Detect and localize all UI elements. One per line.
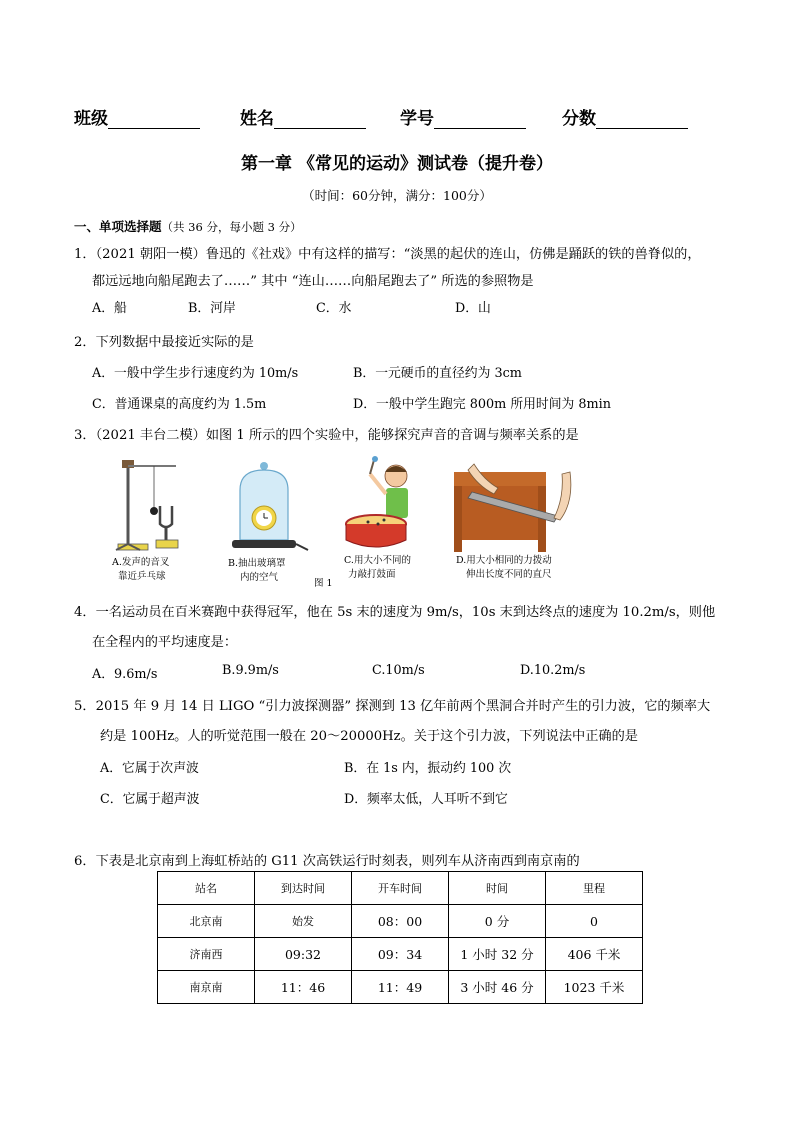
ruler-figure xyxy=(454,462,580,552)
fig-d-caption-line1: D.用大小相同的力拨动 xyxy=(456,555,552,566)
tuning-fork-figure xyxy=(106,454,190,554)
cell-departure: 09：34 xyxy=(352,938,449,971)
cell-station: 南京南 xyxy=(158,971,255,1004)
cell-departure: 08：00 xyxy=(352,905,449,938)
fig-c-caption-line1: C.用大小不同的 xyxy=(344,555,411,566)
page-subtitle: （时间：60分钟，满分：100分） xyxy=(302,188,492,203)
name-blank[interactable] xyxy=(274,112,366,129)
section-heading xyxy=(74,217,302,235)
fig-b-caption-line2: 内的空气 xyxy=(240,572,279,583)
q2-option-d[interactable]: D．一般中学生跑完 800m 所用时间为 8min xyxy=(353,397,611,412)
q4-line1: 4．一名运动员在百米赛跑中获得冠军，他在 5s 末的速度为 9m/s，10s 末到达终点的速度为 10.2m/s，则他 xyxy=(74,605,716,620)
class-field xyxy=(74,104,200,129)
q6-line1: 6．下表是北京南到上海虹桥站的 G11 次高铁运行时刻表，则列车从济南西到南京南的 xyxy=(74,854,580,869)
q1-line1: 1．（2021 朝阳一模）鲁迅的《社戏》中有这样的描写：“淡黑的起伏的连山，仿佛是踊跃的铁的兽脊似的， xyxy=(74,247,701,262)
fig-b-caption-line1: B.抽出玻璃罩 xyxy=(228,558,286,569)
fig-c-caption xyxy=(344,554,411,582)
name-field xyxy=(240,104,366,129)
drum-figure xyxy=(340,454,422,554)
fig-b-caption xyxy=(228,557,286,585)
cell-distance: 0 xyxy=(546,905,643,938)
q5-option-b[interactable]: B．在 1s 内，振动约 100 次 xyxy=(344,761,512,776)
cell-duration: 3 小时 46 分 xyxy=(449,971,546,1004)
cell-departure: 11：49 xyxy=(352,971,449,1004)
q1-option-a[interactable]: A．船 xyxy=(92,301,127,316)
section-note: （共 36 分，每小题 3 分） xyxy=(161,220,302,234)
figure-label: 图 1 xyxy=(314,578,333,589)
cell-arrival: 09:32 xyxy=(255,938,352,971)
table-row xyxy=(158,905,643,938)
table-row xyxy=(158,971,643,1004)
cell-arrival: 11：46 xyxy=(255,971,352,1004)
score-blank[interactable] xyxy=(596,112,688,129)
fig-d-caption xyxy=(456,554,552,582)
fig-c-caption-line2: 力敲打鼓面 xyxy=(348,569,396,580)
q5-option-d[interactable]: D．频率太低，人耳听不到它 xyxy=(344,792,508,807)
q4-line2: 在全程内的平均速度是： xyxy=(92,635,238,650)
section-title: 一、单项选择题 xyxy=(74,219,162,234)
fig-a-caption xyxy=(112,556,169,584)
q5-option-a[interactable]: A．它属于次声波 xyxy=(100,761,199,776)
q5-line1: 5．2015 年 9 月 14 日 LIGO “引力波探测器” 探测到 13 亿年前两个黑洞合并时产生的引力波，它的频率大 xyxy=(74,699,711,714)
header-distance: 里程 xyxy=(546,872,643,905)
q4-option-d[interactable]: D.10.2m/s xyxy=(520,663,586,678)
table-row xyxy=(158,938,643,971)
class-blank[interactable] xyxy=(108,112,200,129)
cell-distance: 1023 千米 xyxy=(546,971,643,1004)
score-label: 分数 xyxy=(562,109,596,129)
q3-line1: 3．（2021 丰台二模）如图 1 所示的四个实验中，能够探究声音的音调与频率关系的是 xyxy=(74,428,579,443)
score-field xyxy=(562,104,688,129)
timetable xyxy=(157,871,643,1004)
name-label: 姓名 xyxy=(240,109,274,129)
id-field xyxy=(400,104,526,129)
header-departure: 开车时间 xyxy=(352,872,449,905)
q1-option-d[interactable]: D．山 xyxy=(455,301,491,316)
fig-a-caption-line2: 靠近乒乓球 xyxy=(118,571,166,582)
fig-d-caption-line2: 伸出长度不同的直尺 xyxy=(466,569,552,580)
q4-option-c[interactable]: C.10m/s xyxy=(372,663,425,678)
q2-option-b[interactable]: B．一元硬币的直径约为 3cm xyxy=(353,366,522,381)
bell-jar-figure xyxy=(218,460,310,556)
timetable-header-row xyxy=(158,872,643,905)
q1-line2: 都远远地向船尾跑去了……” 其中 “连山……向船尾跑去了” 所选的参照物是 xyxy=(92,274,534,289)
q2-option-c[interactable]: C．普通课桌的高度约为 1.5m xyxy=(92,397,267,412)
header-duration: 时间 xyxy=(449,872,546,905)
cell-duration: 0 分 xyxy=(449,905,546,938)
cell-arrival: 始发 xyxy=(255,905,352,938)
q5-line2: 约是 100Hz。人的听觉范围一般在 20～20000Hz。关于这个引力波，下列说法中正确的是 xyxy=(100,729,638,744)
id-label: 学号 xyxy=(400,109,434,129)
q4-option-b[interactable]: B.9.9m/s xyxy=(222,663,279,678)
fig-a-caption-line1: A.发声的音叉 xyxy=(112,557,170,568)
header-arrival: 到达时间 xyxy=(255,872,352,905)
q1-option-c[interactable]: C．水 xyxy=(316,301,352,316)
q2-line1: 2．下列数据中最接近实际的是 xyxy=(74,335,254,350)
id-blank[interactable] xyxy=(434,112,526,129)
cell-station: 北京南 xyxy=(158,905,255,938)
cell-distance: 406 千米 xyxy=(546,938,643,971)
q2-option-a[interactable]: A．一般中学生步行速度约为 10m/s xyxy=(92,366,299,381)
class-label: 班级 xyxy=(74,109,108,129)
cell-duration: 1 小时 32 分 xyxy=(449,938,546,971)
page-title: 第一章 《常见的运动》测试卷（提升卷） xyxy=(241,154,553,174)
q1-option-b[interactable]: B．河岸 xyxy=(188,301,236,316)
q5-option-c[interactable]: C．它属于超声波 xyxy=(100,792,200,807)
cell-station: 济南西 xyxy=(158,938,255,971)
header-station: 站名 xyxy=(158,872,255,905)
q4-option-a[interactable]: A．9.6m/s xyxy=(92,667,158,682)
